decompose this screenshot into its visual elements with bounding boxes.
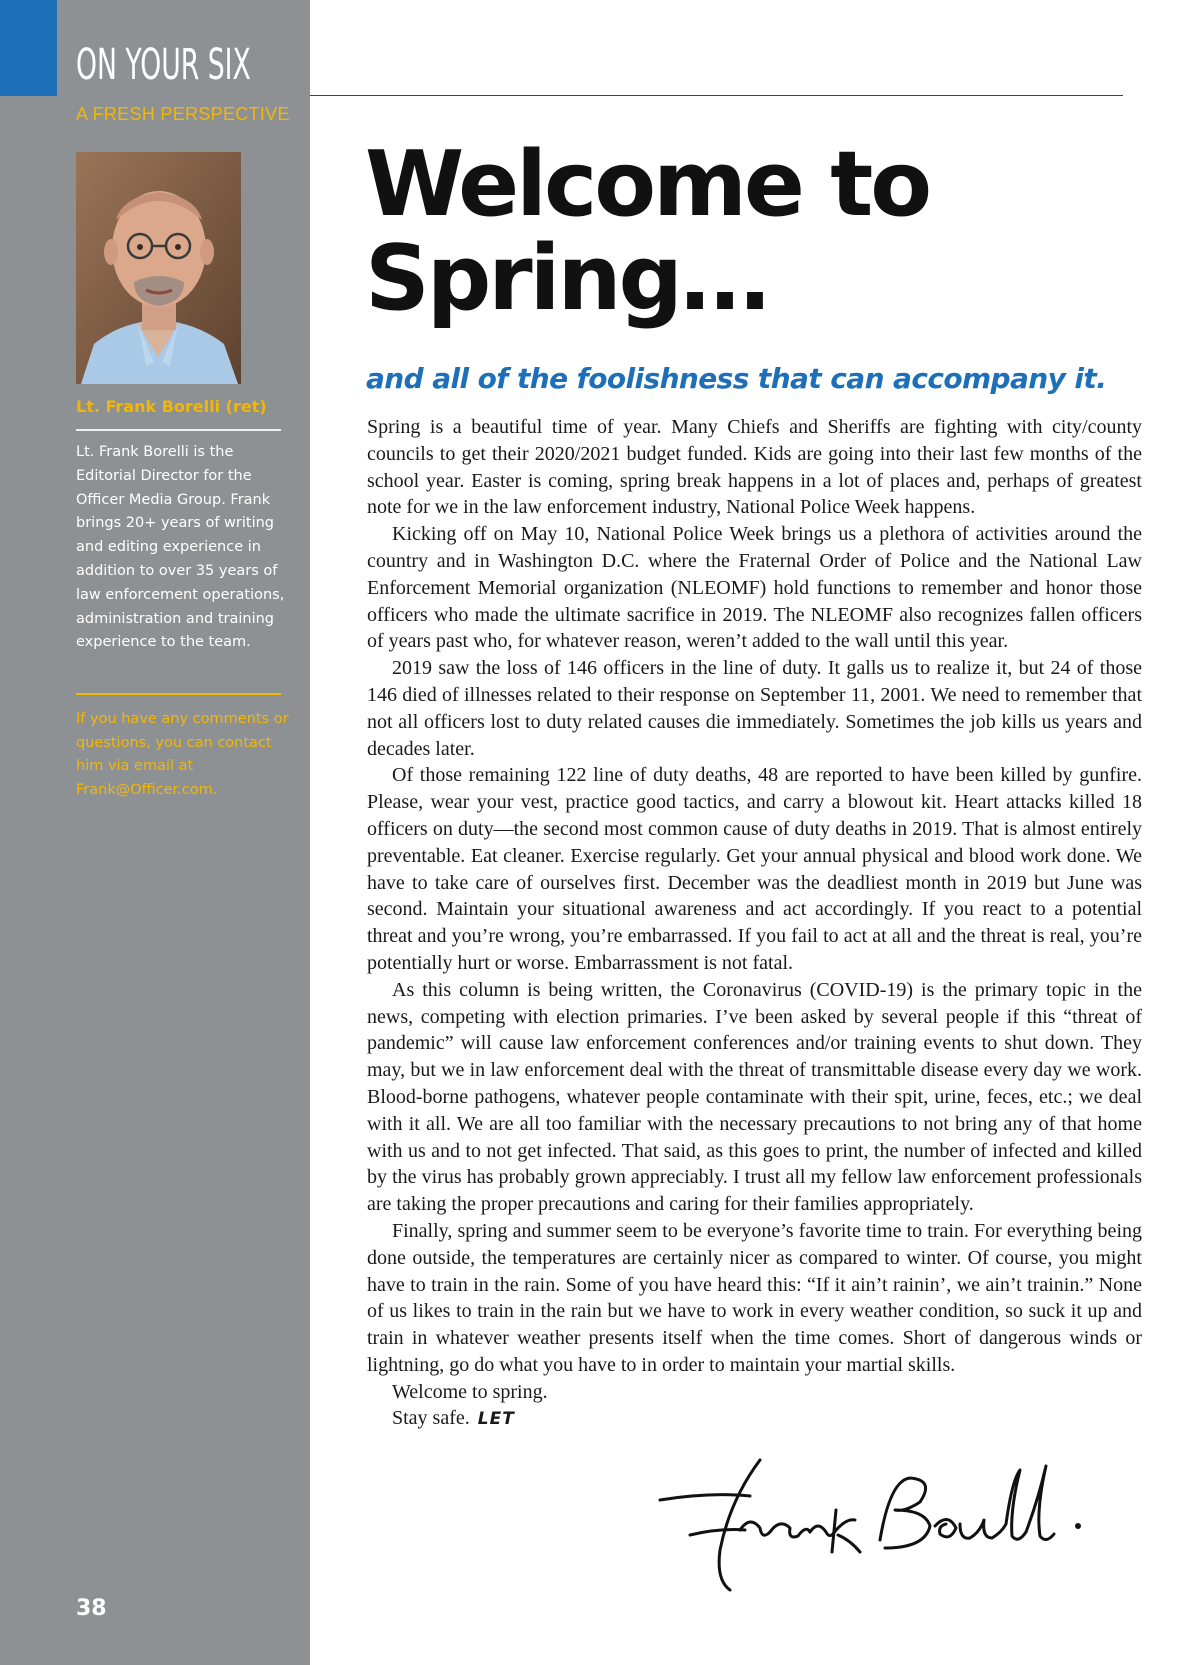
closing-text: Stay safe. — [392, 1407, 470, 1430]
closing-line-stay-safe — [367, 1405, 1142, 1433]
author-divider — [76, 429, 281, 431]
body-paragraph: As this column is being written, the Coronavirus (COVID-19) is the primary topic in the news, competing with election primaries. I’ve been asked by several people if this “threat of pandemic” will cause law enforcement conferences and/or training events to shut down. They may, but we in law enforcement deal with the threat of transmittable disease every day we work. Blood-borne pathogens, whatever people contaminate with their spit, urine, feces, etc.; we deal with it all. We are all too familiar with the necessary precautions to not bring any of that home with us and to not get infected. That said, as this goes to print, the number of infected and killed by the virus has probably grown appreciably. I trust all my fellow law enforcement professionals are taking the proper precautions and caring for their families appropriately. — [367, 978, 1142, 1216]
page-number: 38 — [76, 1596, 107, 1621]
column-subtitle: A FRESH PERSPECTIVE — [76, 104, 290, 124]
body-paragraph: 2019 saw the loss of 146 officers in the line of duty. It galls us to realize it, but 24 of those 146 died of illnesses related to their response on September 11, 2001. We need to remember that not all officers lost to duty related causes die immediately. Sometimes the job kills us years and decades later. — [367, 657, 1142, 760]
body-paragraph: Kicking off on May 10, National Police Week brings us a plethora of activities around the country and in Washington D.C. where the Fraternal Order of Police and the National Law Enforcement Memorial organization (NLEOMF) hold functions to remember and honor those officers who made the ultimate sacrifice in 2019. The NLEOMF also recognizes fallen officers of years past who, for whatever reason, weren’t added to the wall until this year. — [367, 523, 1142, 653]
headline-line-1: Welcome to — [365, 132, 930, 237]
article-deck: and all of the foolishness that can accompany it. — [366, 362, 1107, 395]
author-contact: If you have any comments or questions, you can contact him via email at Frank@Officer.com. — [76, 711, 289, 798]
contact-divider — [76, 693, 281, 695]
author-portrait-icon — [76, 152, 241, 384]
author-bio: Lt. Frank Borelli is the Editorial Director for the Officer Media Group. Frank brings 20+ years of writing and editing experience in addition to over 35 years of law enforcement operations, administration and training experience to the team. — [76, 444, 285, 651]
signature-text: Frank Borelli — [650, 1440, 656, 1441]
body-paragraph: Finally, spring and summer seem to be everyone’s favorite time to train. For everything being done outside, the temperatures are certainly nicer as compared to winter. Of course, you might have to train in the rain. Some of you have heard this: “If it ain’t rainin’, we ain’t trainin.” None of us likes to train in the rain but we have to work in every weather condition, so suck it up and train in whatever weather presents itself when the time comes. Short of dangerous winds or lightning, go do what you have to in order to maintain your martial skills. — [367, 1219, 1142, 1376]
column-tab-accent — [0, 0, 57, 96]
headline-line-2: Spring… — [365, 226, 767, 331]
author-photo — [76, 152, 241, 384]
article-headline — [365, 132, 1145, 331]
author-signature — [650, 1440, 1100, 1600]
author-name: Lt. Frank Borelli (ret) — [76, 397, 267, 416]
header-rule — [310, 95, 1123, 96]
column-title: ON YOUR SIX — [76, 40, 251, 90]
body-paragraph: Of those remaining 122 line of duty deaths, 48 are reported to have been killed by gunfire. Please, wear your vest, practice good tactics, and carry a blowout kit. Heart attacks killed 18 officers on duty—the second most common cause of duty deaths in 2019. That is almost entirely preventable. Eat cleaner. Exercise regularly. Get your annual physical and blood work done. We have to take care of ourselves first. December was the deadliest month in 2019 but June was second. Maintain your situational awareness and act accordingly. If you react to a potential threat and you’re wrong, you’re embarrassed. If you fail to act at all and the threat is real, you’re potentially hurt or worse. Embarrassment is not fatal. — [367, 764, 1142, 974]
let-end-mark: LET — [477, 1409, 515, 1430]
body-paragraph: Spring is a beautiful time of year. Many Chiefs and Sheriffs are fighting with city/county councils to get their 2020/2021 budget funded. Kids are going into their last few months of the school year. Easter is coming, spring break happens in a lot of places and, perhaps of greatest note for we in the law enforcement industry, National Police Week happens. — [367, 416, 1142, 519]
signature-icon — [650, 1440, 1100, 1600]
closing-line: Welcome to spring. — [392, 1380, 548, 1403]
article-body — [367, 414, 1142, 1433]
